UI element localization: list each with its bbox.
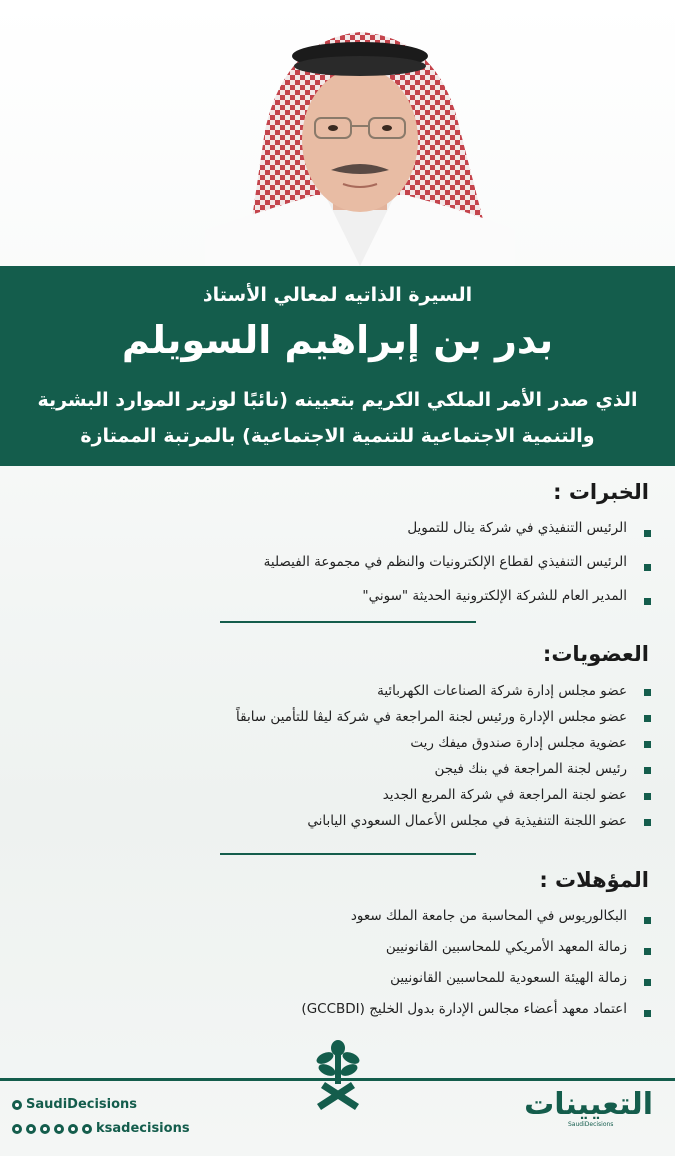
list-item: زمالة الهيئة السعودية للمحاسبين القانونيين [31,966,651,997]
whatsapp-icon [40,1124,50,1134]
emblem-icon [313,1040,363,1112]
person-name: بدر بن إبراهيم السويلم [121,318,554,362]
list-item: الرئيس التنفيذي لقطاع الإلكترونيات والنظم في مجموعة الفيصلية [31,550,651,584]
list-item: المدير العام للشركة الإلكترونية الحديثة "سوني" [31,584,651,618]
logo-wordmark: التعيينات [524,1087,653,1122]
bullet-icon [644,598,651,605]
brand-logo [524,1087,653,1140]
logo-subtext: SaudiDecisions [568,1121,614,1128]
list-item: زمالة المعهد الأمريكي للمحاسبين القانونيين [31,935,651,966]
bullet-icon [644,917,651,924]
list-item: الرئيس التنفيذي في شركة ينال للتمويل [31,516,651,550]
bullet-icon [644,793,651,800]
bullet-icon [644,689,651,696]
list-item: رئيس لجنة المراجعة في بنك فيجن [31,757,651,783]
list-item: عضو لجنة المراجعة في شركة المربع الجديد [31,783,651,809]
bullet-icon [644,530,651,537]
pre-title: السيرة الذاتيه لمعالي الأستاذ [202,284,473,306]
list-item: عضو مجلس الإدارة ورئيس لجنة المراجعة في شركة ليڤا للتأمين سابقاً [31,705,651,731]
facebook-icon [82,1124,92,1134]
memberships-title: العضويات: [542,642,649,666]
section-divider [220,853,476,855]
list-item: البكالوريوس في المحاسبة من جامعة الملك سعود [31,904,651,935]
bullet-icon [644,979,651,986]
bullet-icon [644,1010,651,1017]
bullet-icon [644,715,651,722]
x-twitter-icon [12,1100,22,1110]
section-divider [220,621,476,623]
experience-title: الخبرات : [553,480,649,504]
qualifications-title: المؤهلات : [539,868,649,892]
snapchat-icon [26,1124,36,1134]
memberships-list [31,679,651,835]
bullet-icon [644,767,651,774]
qualifications-list [31,904,651,1028]
bullet-icon [644,564,651,571]
title-band [0,266,675,466]
bullet-icon [644,741,651,748]
experience-list [31,516,651,618]
instagram-icon [12,1124,22,1134]
list-item: عضو مجلس إدارة شركة الصناعات الكهربائية [31,679,651,705]
portrait-photo [205,20,515,266]
twitter-handle-row[interactable] [12,1097,137,1112]
bullet-icon [644,948,651,955]
list-item: اعتماد معهد أعضاء مجالس الإدارة بدول الخليج (GCCBDI) [31,997,651,1028]
list-item: عضوية مجلس إدارة صندوق ميفك ريت [31,731,651,757]
appointment-description: الذي صدر الأمر الملكي الكريم بتعيينه (نائبًا لوزير الموارد البشرية والتنمية الاجتماعية للتنمية الاجتماعية) بالمرتبة الممتازة [37,389,638,447]
twitter-handle: SaudiDecisions [26,1097,138,1112]
linkedin-icon [68,1124,78,1134]
telegram-icon [54,1124,64,1134]
social-handle: ksadecisions [96,1121,190,1136]
social-handle-row[interactable] [12,1121,190,1136]
bullet-icon [644,819,651,826]
list-item: عضو اللجنة التنفيذية في مجلس الأعمال السعودي الياباني [31,809,651,835]
